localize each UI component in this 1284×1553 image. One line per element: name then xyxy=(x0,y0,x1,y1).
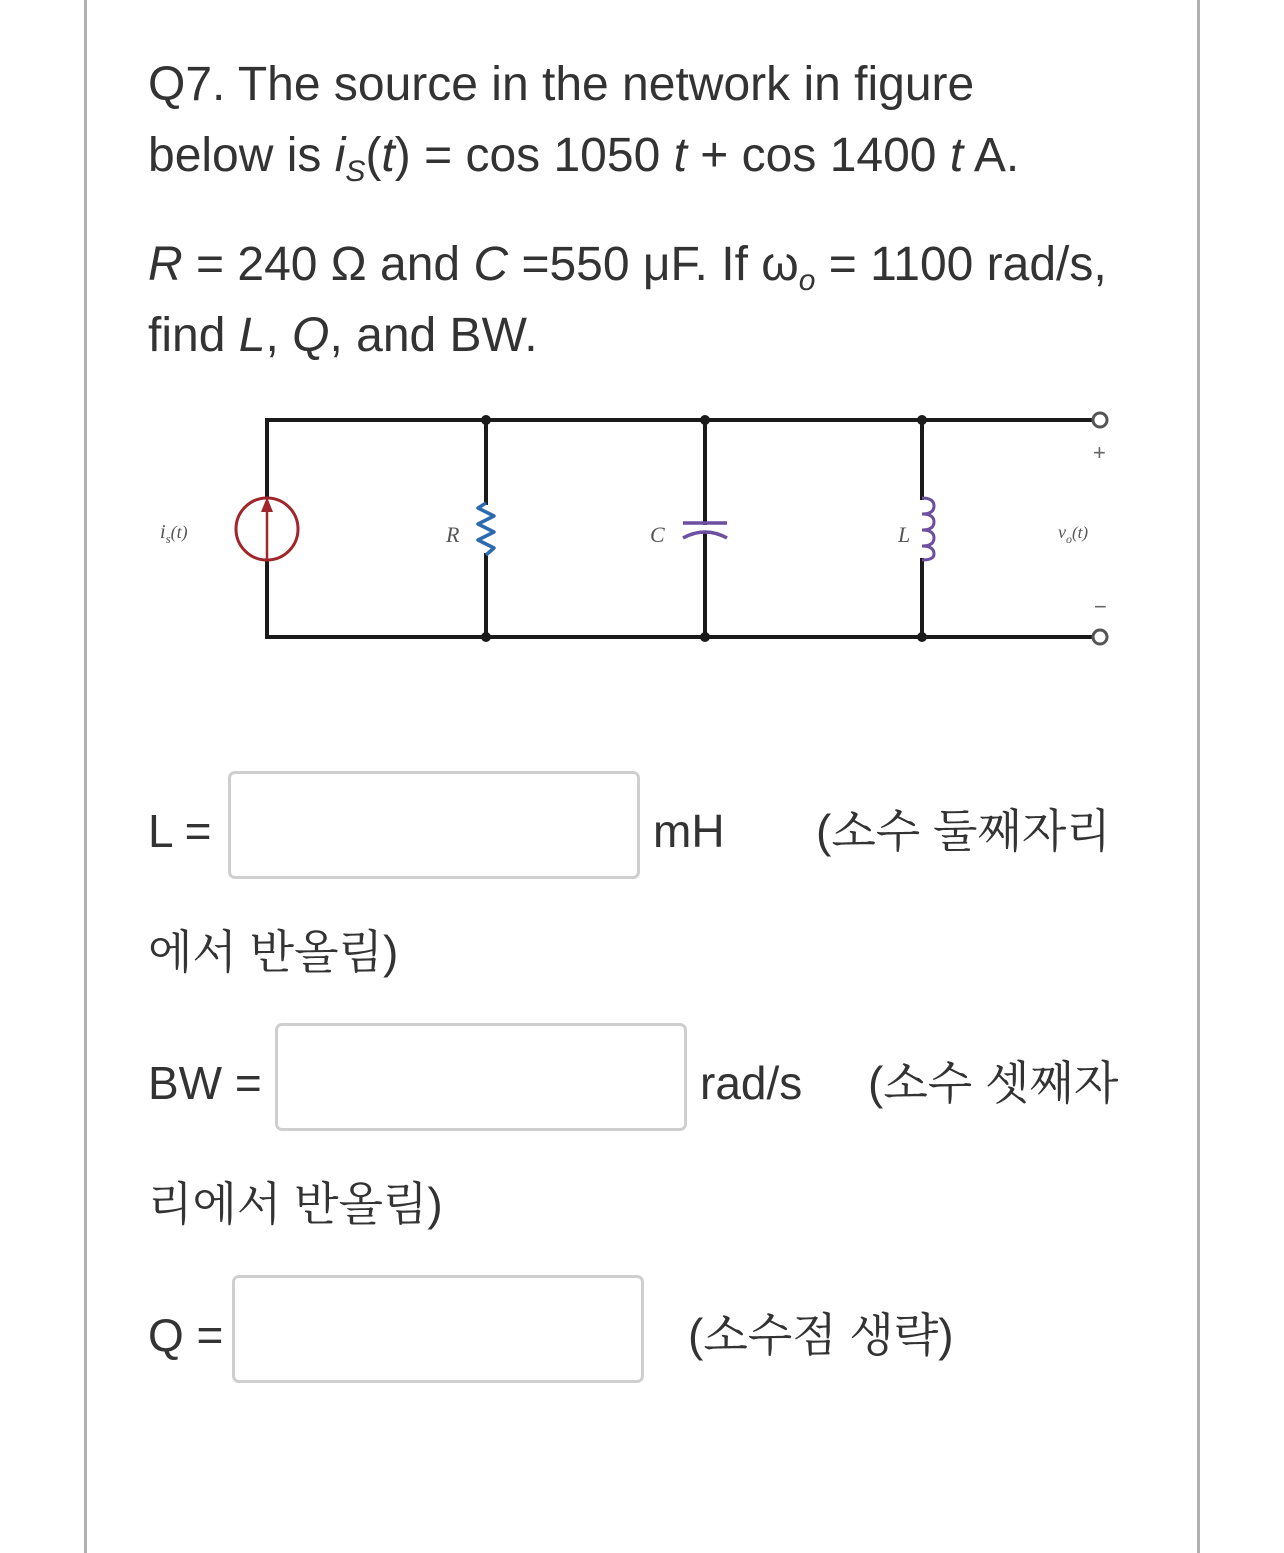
capacitor-label: C xyxy=(650,522,665,547)
capacitance-symbol: C xyxy=(473,238,509,291)
separator: , xyxy=(265,309,293,362)
question-text: , and BW. xyxy=(329,309,538,362)
equation-part: + cos 1400 xyxy=(686,129,950,182)
omega-value: = 1100 rad/s, xyxy=(815,238,1107,291)
paren: ) xyxy=(394,129,411,182)
question-text: find xyxy=(148,309,239,362)
paren: ( xyxy=(365,129,382,182)
unit: A. xyxy=(963,129,1020,182)
question-line-1 xyxy=(148,49,974,121)
output-terminal-plus xyxy=(1093,413,1107,427)
l-rounding-note: (소수 둘째자리 xyxy=(816,805,1111,857)
output-plus-sign: + xyxy=(1093,440,1106,465)
time-variable: t xyxy=(381,129,395,182)
time-variable: t xyxy=(673,129,687,182)
inductor-icon xyxy=(922,498,934,560)
q-label: Q = xyxy=(148,1309,224,1361)
question-text: below is xyxy=(148,129,335,182)
q-answer-input[interactable] xyxy=(232,1275,644,1383)
bw-label: BW = xyxy=(148,1057,262,1109)
output-terminal-minus xyxy=(1093,630,1107,644)
time-variable: t xyxy=(949,129,964,182)
bw-answer-input[interactable] xyxy=(275,1023,687,1131)
resistor-icon xyxy=(478,503,494,555)
equation-part: = cos 1050 xyxy=(410,129,674,182)
omega-subscript: o xyxy=(798,264,816,297)
inductance-symbol: L xyxy=(238,309,266,362)
bw-rounding-note: (소수 셋째자 xyxy=(868,1057,1119,1109)
current-variable: i xyxy=(334,129,346,182)
quality-factor-symbol: Q xyxy=(292,309,330,362)
question-text: Q7. The source in the network in figure xyxy=(148,58,975,111)
capacitance-value: =550 μF. If ω xyxy=(508,238,799,291)
output-voltage-label: $v_o(t)$ xyxy=(1058,522,1089,546)
bw-rounding-note-continued: 리에서 반올림) xyxy=(148,1178,443,1230)
bw-unit: rad/s xyxy=(700,1057,803,1109)
output-minus-sign: − xyxy=(1094,594,1107,619)
resistor-label: R xyxy=(446,522,460,547)
l-label: L = xyxy=(148,805,212,857)
l-unit: mH xyxy=(653,805,725,857)
resistance-value: = 240 Ω and xyxy=(182,238,474,291)
question-line-4 xyxy=(148,300,538,372)
l-rounding-note-continued: 에서 반올림) xyxy=(148,926,399,978)
q-rounding-note: (소수점 생략) xyxy=(688,1309,954,1361)
current-subscript: S xyxy=(345,155,366,188)
l-answer-input[interactable] xyxy=(228,771,640,879)
source-label: $i_s(t)$ xyxy=(160,521,188,546)
inductor-label: L xyxy=(898,522,911,547)
circuit-diagram xyxy=(148,400,1128,660)
current-source-icon xyxy=(236,497,298,560)
resistance-symbol: R xyxy=(148,238,183,291)
question-line-2 xyxy=(148,120,1019,208)
